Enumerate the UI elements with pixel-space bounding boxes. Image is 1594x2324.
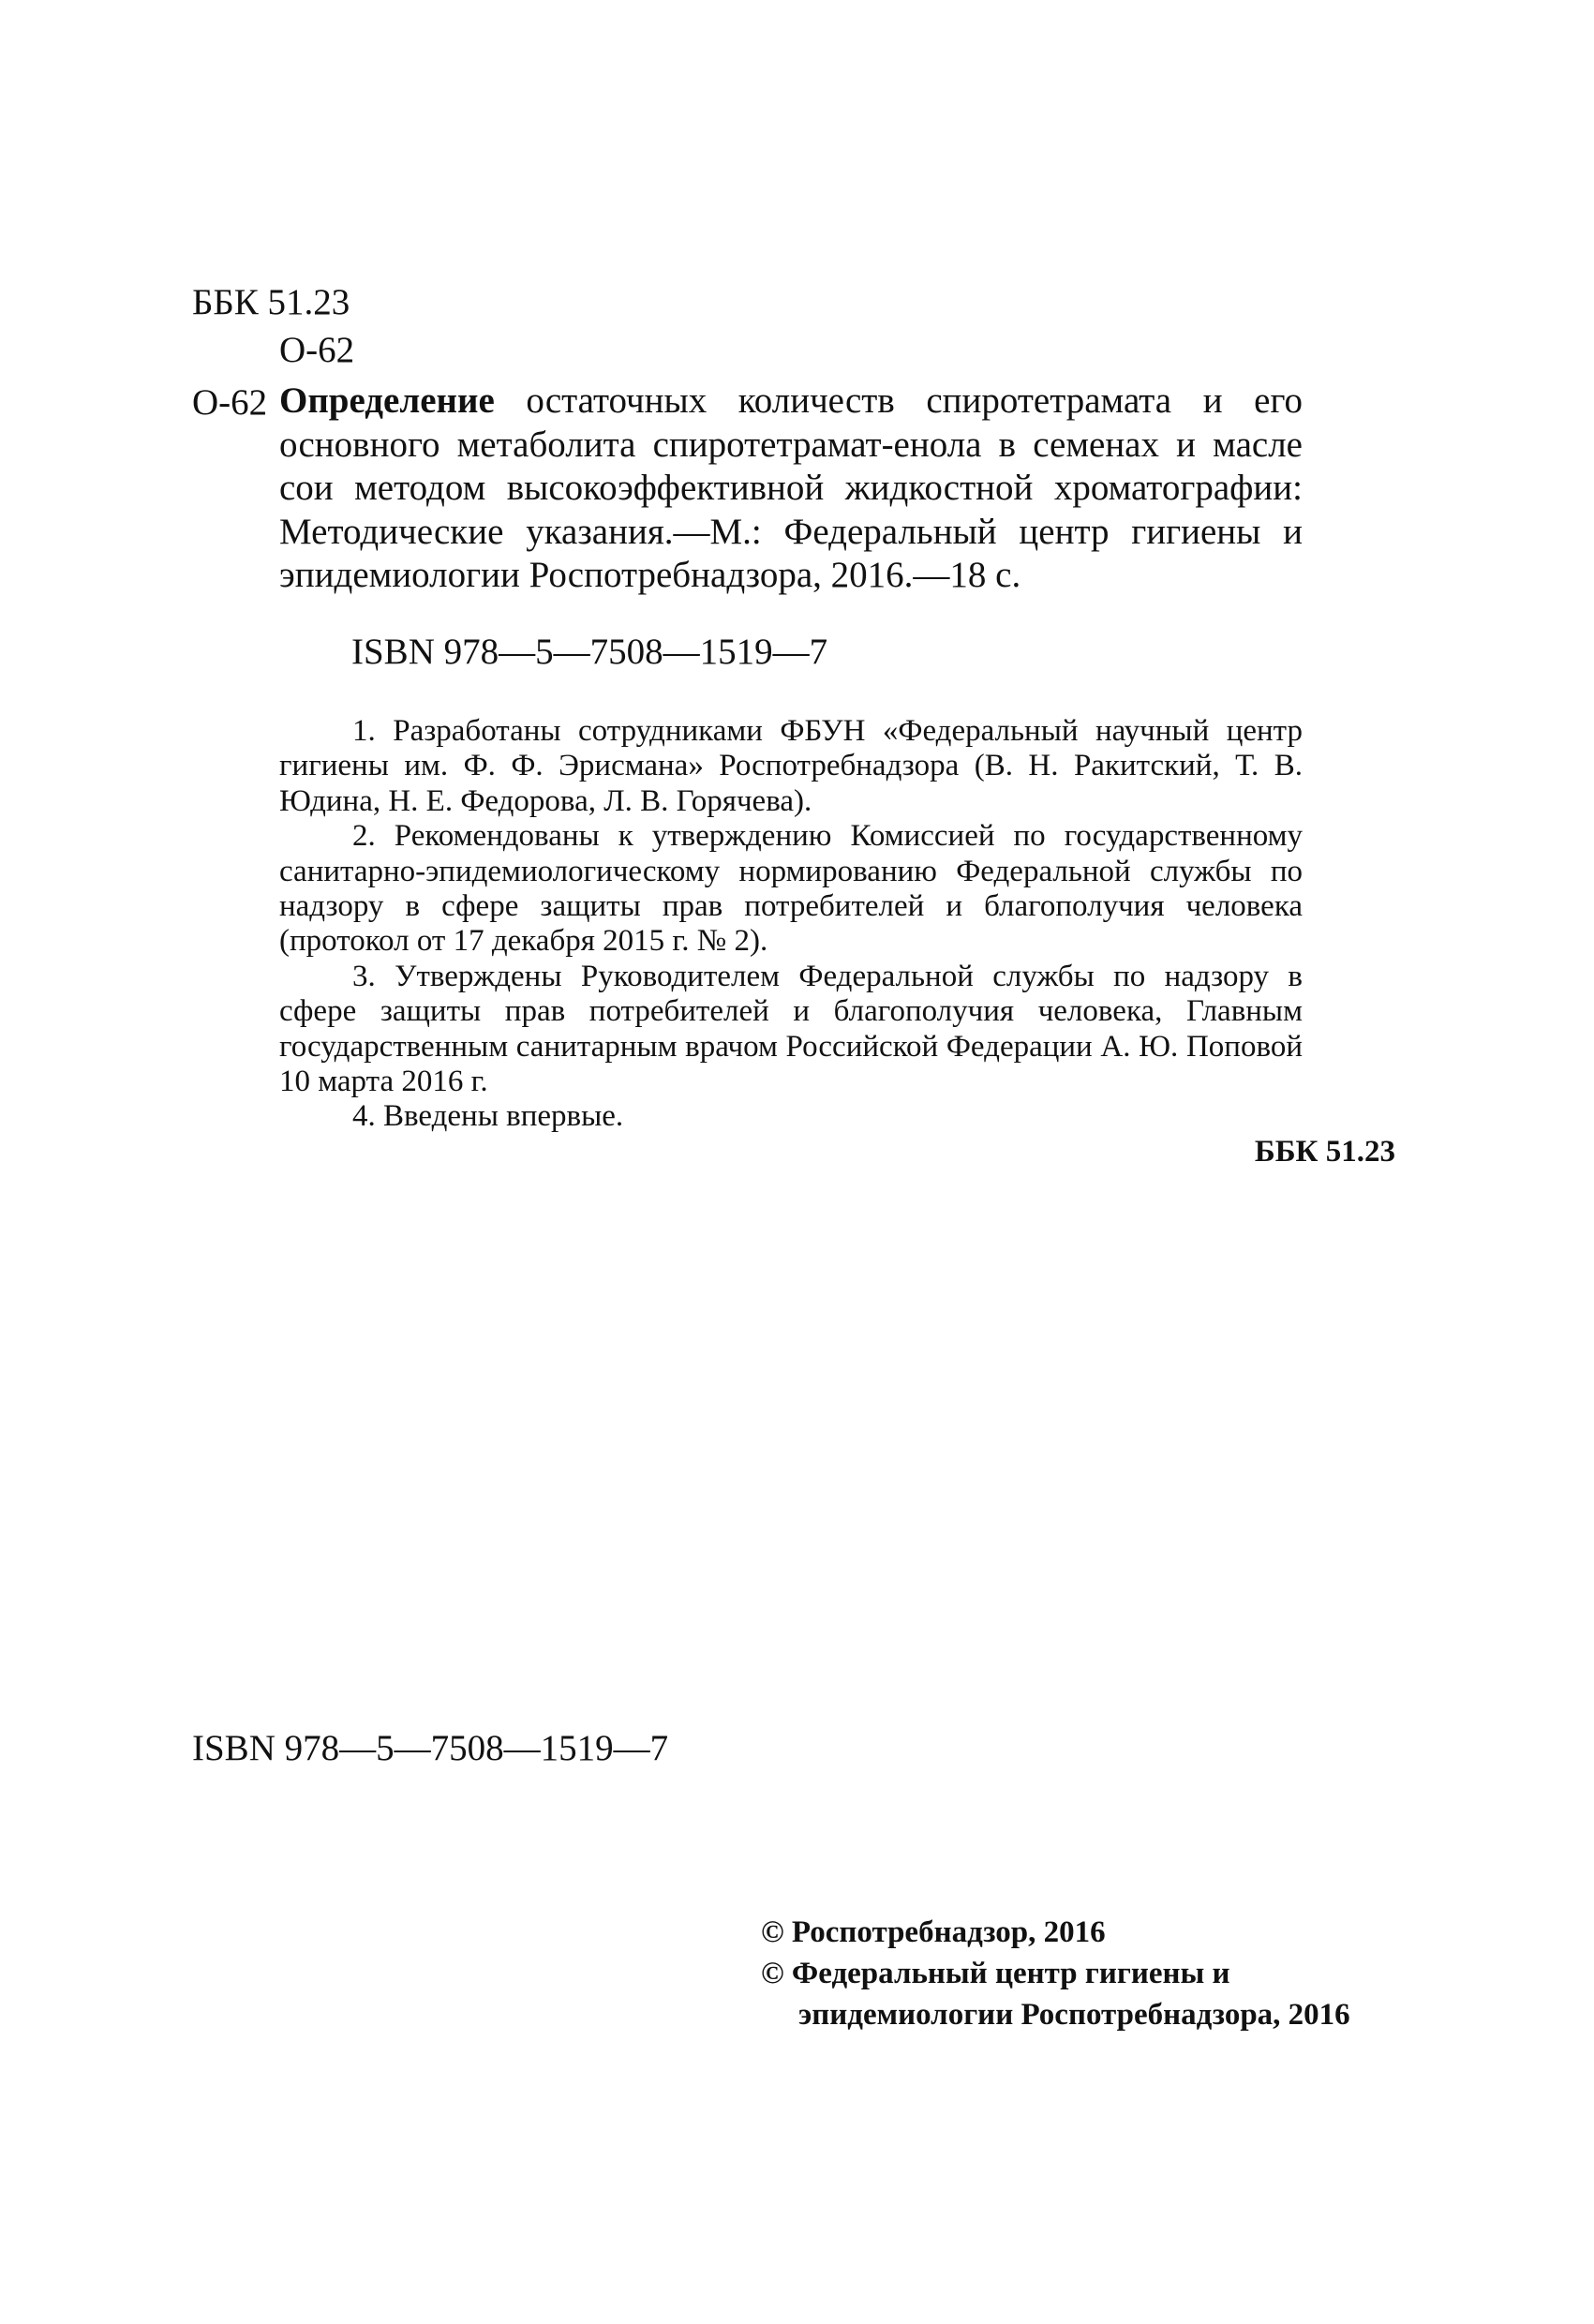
entry-title-bold: Определение	[279, 380, 495, 421]
entry-description: остаточных количеств спиротетрамата и его основного метаболита спиротетрамат-енола в семенах и масле сои методом высокоэффективной жидкостной хроматографии: Методические указания.—М.: Федеральный центр гигиены и эпидемиологии Роспотребнадзора, 2016.—18 с.	[279, 380, 1303, 595]
copyright-line-1: © Роспотребнадзор, 2016	[761, 1915, 1106, 1949]
copyright-line-2: © Федеральный центр гигиены и	[761, 1957, 1230, 1990]
copyright-block	[761, 1912, 1350, 2035]
bibliographic-entry	[279, 380, 1303, 598]
note-item-1: 1. Разработаны сотрудниками ФБУН «Федеральный научный центр гигиены им. Ф. Ф. Эрисмана» Роспотребнадзора (В. Н. Ракитский, Т. В. Юдина, Н. Е. Федорова, Л. В. Горячева).	[279, 714, 1303, 818]
bbk-index-right: ББК 51.23	[1254, 1135, 1395, 1169]
note-item-4: 4. Введены впервые.	[352, 1099, 624, 1134]
isbn-main: ISBN 978—5—7508—1519—7	[351, 632, 828, 672]
note-item-3: 3. Утверждены Руководителем Федеральной службы по надзору в сфере защиты прав потребителей и благополучия человека, Главным государственным санитарным врачом Российской Федерации А. Ю. Поповой 10 марта 2016 г.	[279, 959, 1303, 1099]
note-item-2: 2. Рекомендованы к утверждению Комиссией по государственному санитарно-эпидемиологическому нормированию Федеральной службы по надзору в сфере защиты прав потребителей и благополучия человека (протокол от 17 декабря 2015 г. № 2).	[279, 819, 1303, 959]
entry-author-mark: О-62	[192, 382, 268, 423]
author-mark: О-62	[279, 330, 355, 370]
bbk-index: ББК 51.23	[192, 282, 350, 322]
isbn-bottom: ISBN 978—5—7508—1519—7	[192, 1728, 669, 1768]
copyright-line-3: эпидемиологии Роспотребнадзора, 2016	[798, 1998, 1350, 2032]
notes-list	[279, 714, 1303, 1135]
